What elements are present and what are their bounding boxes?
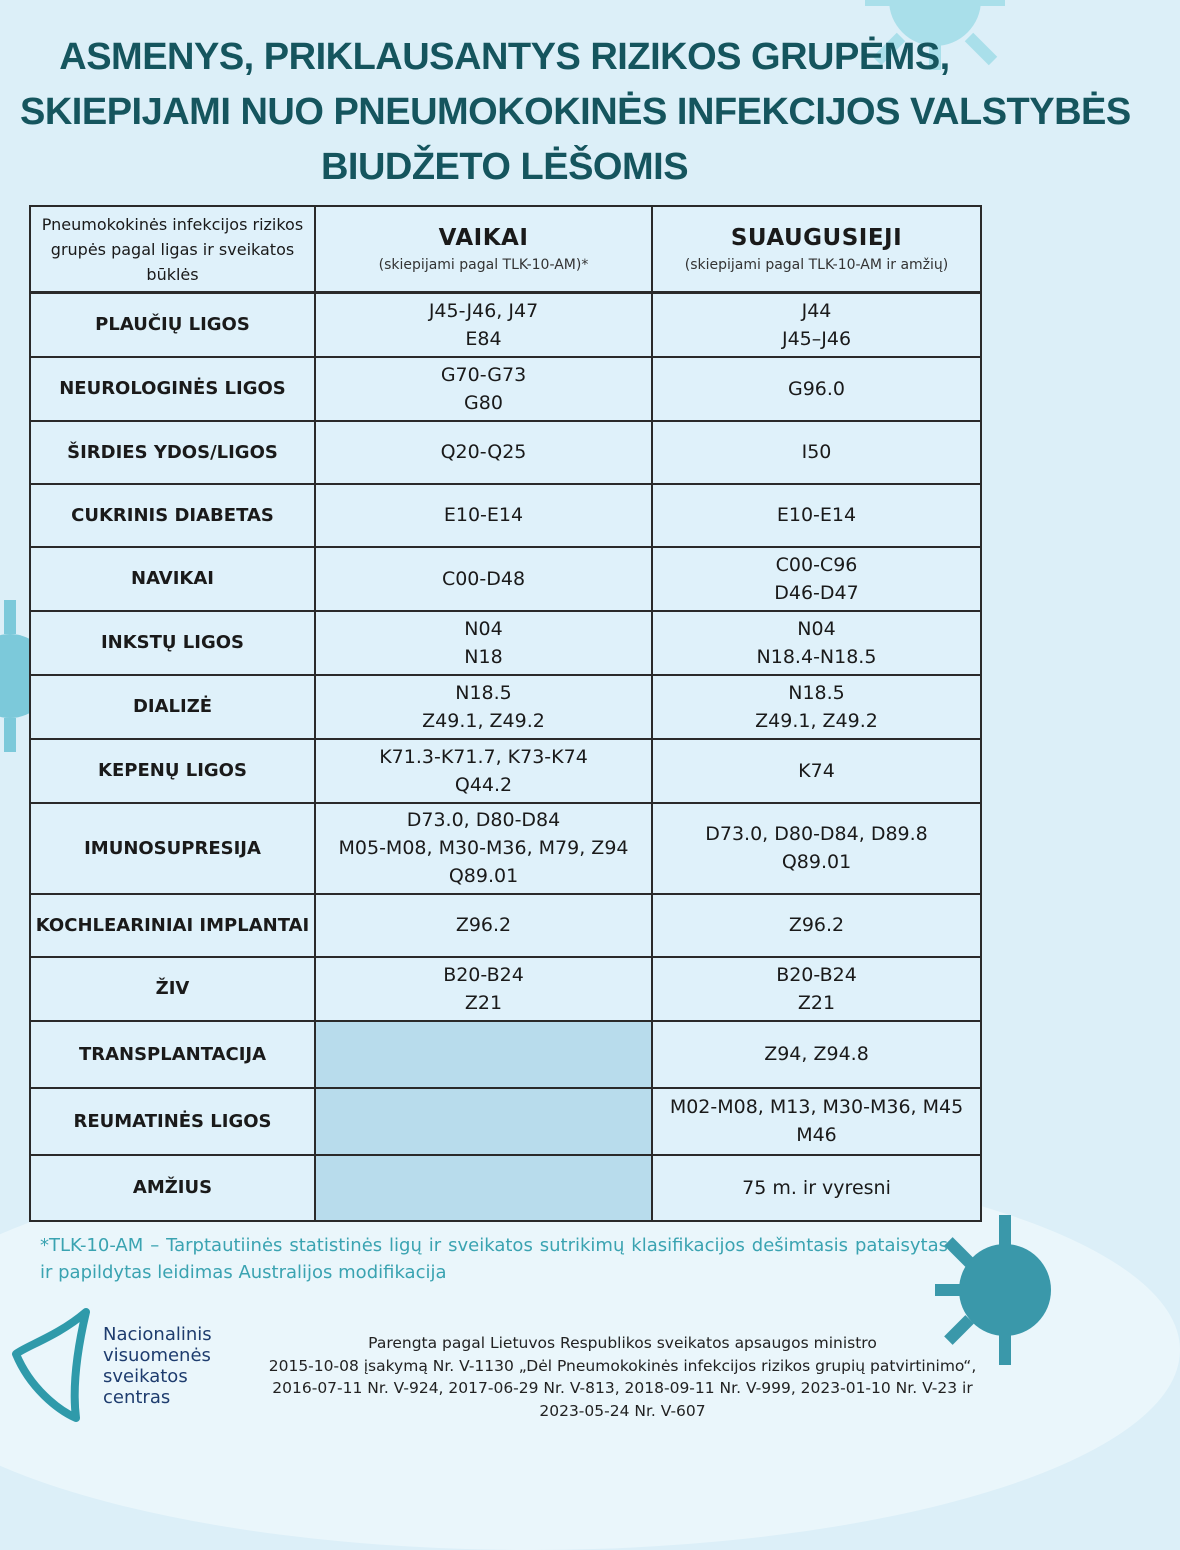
risk-category: ŠIRDIES YDOS/LIGOS <box>30 421 315 484</box>
organization-name <box>103 1324 212 1408</box>
source-line: 2023-05-24 Nr. V-607 <box>539 1401 706 1420</box>
table-row <box>30 293 981 357</box>
code-line: K71.3-K71.7, K73-K74 <box>379 745 588 768</box>
code-line: Z49.1, Z49.2 <box>755 709 878 732</box>
code-line: Z94, Z94.8 <box>764 1043 869 1065</box>
table-row <box>30 1155 981 1221</box>
code-line: Q44.2 <box>454 773 513 796</box>
children-codes-cell <box>315 894 652 957</box>
risk-category: NAVIKAI <box>30 547 315 611</box>
code-line: N04 <box>464 617 503 640</box>
children-not-applicable-cell <box>315 1088 652 1155</box>
table-row <box>30 357 981 421</box>
code-line: N04 <box>797 617 836 640</box>
org-line: centras <box>103 1387 171 1408</box>
children-codes-cell <box>315 803 652 894</box>
risk-category: NEUROLOGINĖS LIGOS <box>30 357 315 421</box>
code-line: Z21 <box>797 991 836 1014</box>
code-line: D46-D47 <box>774 581 859 604</box>
page-title <box>20 30 1131 195</box>
table-row <box>30 484 981 547</box>
source-line: Parengta pagal Lietuvos Respublikos sveikatos apsaugos ministro <box>368 1334 877 1352</box>
code-line: D73.0, D80-D84 <box>406 809 561 831</box>
risk-category: KEPENŲ LIGOS <box>30 739 315 803</box>
adults-codes-cell <box>652 1088 981 1155</box>
header-children-title: VAIKAI <box>438 225 529 251</box>
children-codes-cell <box>315 957 652 1021</box>
table-row <box>30 421 981 484</box>
risk-category: INKSTŲ LIGOS <box>30 611 315 675</box>
table-row <box>30 894 981 957</box>
footnote: *TLK-10-AM – Tarptautiinės statistinės ligų ir sveikatos sutrikimų klasifikacijos dešimtasis pataisytas ir papildytas leidimas Australijos modifikacija <box>40 1235 948 1283</box>
adults-codes-cell <box>652 357 981 421</box>
adults-codes-cell <box>652 611 981 675</box>
children-not-applicable-cell <box>315 1155 652 1221</box>
code-line: G96.0 <box>787 377 846 400</box>
code-line: M02-M08, M13, M30-M36, M45 <box>669 1096 964 1118</box>
children-codes-cell <box>315 547 652 611</box>
code-line: M46 <box>796 1124 837 1146</box>
org-line: Nacionalinis <box>103 1324 212 1345</box>
table-row <box>30 803 981 894</box>
code-line: N18 <box>464 645 503 668</box>
source-line: 2016-07-11 Nr. V-924, 2017-06-29 Nr. V-813, 2018-09-11 Nr. V-999, 2023-01-10 Nr. V-23 ir <box>272 1379 973 1397</box>
code-line: Z21 <box>464 991 503 1014</box>
code-line: B20-B24 <box>443 963 524 986</box>
table-body <box>30 293 981 1221</box>
code-line: E10-E14 <box>443 504 524 526</box>
code-line: Z96.2 <box>455 914 512 936</box>
table-row <box>30 739 981 803</box>
code-line: N18.4-N18.5 <box>756 645 877 668</box>
source-reference <box>245 1332 1000 1422</box>
table-header-row <box>30 206 981 293</box>
children-codes-cell <box>315 611 652 675</box>
children-codes-cell <box>315 484 652 547</box>
table-row <box>30 957 981 1021</box>
risk-category: CUKRINIS DIABETAS <box>30 484 315 547</box>
table-row <box>30 1021 981 1088</box>
code-line: C00-C96 <box>775 553 858 576</box>
code-line: N18.5 <box>788 681 845 704</box>
children-codes-cell <box>315 293 652 357</box>
header-adults-title: SUAUGUSIEJI <box>730 225 903 251</box>
code-line: G80 <box>464 391 503 414</box>
adults-codes-cell <box>652 421 981 484</box>
header-children <box>315 206 652 293</box>
title-line: SKIEPIJAMI NUO PNEUMOKOKINĖS INFEKCIJOS VALSTYBĖS <box>20 91 1131 133</box>
table-row <box>30 675 981 739</box>
children-not-applicable-cell <box>315 1021 652 1088</box>
children-codes-cell <box>315 421 652 484</box>
children-codes-cell <box>315 739 652 803</box>
adults-codes-cell <box>652 894 981 957</box>
code-line: Q20-Q25 <box>440 441 527 463</box>
code-line: J45–J46 <box>781 327 852 350</box>
org-line: sveikatos <box>103 1366 188 1387</box>
table-row <box>30 547 981 611</box>
children-codes-cell <box>315 357 652 421</box>
header-conditions <box>30 206 315 293</box>
risk-category: IMUNOSUPRESIJA <box>30 803 315 894</box>
source-line: 2015-10-08 įsakymą Nr. V-1130 „Dėl Pneumokokinės infekcijos rizikos grupių patvirtinimo“, <box>268 1356 977 1375</box>
risk-category: KOCHLEARINIAI IMPLANTAI <box>30 894 315 957</box>
risk-category: TRANSPLANTACIJA <box>30 1021 315 1088</box>
risk-category: DIALIZĖ <box>30 675 315 739</box>
header-conditions-label: Pneumokokinės infekcijos rizikos grupės pagal ligas ir sveikatos būklės <box>41 214 304 284</box>
code-line: M05-M08, M30-M36, M79, Z94 <box>338 837 629 859</box>
header-children-subtitle: (skiepijami pagal TLK-10-AM)* <box>378 257 589 273</box>
code-line: Z49.1, Z49.2 <box>422 709 545 732</box>
code-line: J44 <box>801 299 832 322</box>
code-line: I50 <box>801 441 832 463</box>
risk-category: ŽIV <box>30 957 315 1021</box>
children-codes-cell <box>315 675 652 739</box>
adults-codes-cell <box>652 1155 981 1221</box>
code-line: N18.5 <box>455 681 512 704</box>
adults-codes-cell <box>652 484 981 547</box>
code-line: Q89.01 <box>448 865 519 887</box>
title-line: BIUDŽETO LĖŠOMIS <box>320 146 689 188</box>
code-line: Q89.01 <box>781 851 852 873</box>
title-line: ASMENYS, PRIKLAUSANTYS RIZIKOS GRUPĖMS, <box>59 36 950 78</box>
adults-codes-cell <box>652 803 981 894</box>
table-row <box>30 611 981 675</box>
risk-groups-table <box>29 205 982 1222</box>
code-line: E10-E14 <box>776 504 857 526</box>
code-line: 75 m. ir vyresni <box>742 1176 891 1199</box>
code-line: C00-D48 <box>441 567 526 590</box>
header-adults <box>652 206 981 293</box>
code-line: G70-G73 <box>440 363 527 386</box>
code-line: E84 <box>465 327 502 350</box>
risk-category: PLAUČIŲ LIGOS <box>30 293 315 357</box>
adults-codes-cell <box>652 739 981 803</box>
risk-category: REUMATINĖS LIGOS <box>30 1088 315 1155</box>
code-line: Z96.2 <box>788 914 845 936</box>
table-row <box>30 1088 981 1155</box>
header-adults-subtitle: (skiepijami pagal TLK-10-AM ir amžių) <box>684 257 949 273</box>
code-line: D73.0, D80-D84, D89.8 <box>705 823 928 845</box>
nvsc-logo-icon <box>8 1306 98 1424</box>
adults-codes-cell <box>652 957 981 1021</box>
adults-codes-cell <box>652 293 981 357</box>
org-line: visuomenės <box>103 1345 211 1366</box>
adults-codes-cell <box>652 547 981 611</box>
adults-codes-cell <box>652 1021 981 1088</box>
code-line: B20-B24 <box>776 963 857 986</box>
risk-category: AMŽIUS <box>30 1155 315 1221</box>
code-line: J45-J46, J47 <box>428 299 539 322</box>
adults-codes-cell <box>652 675 981 739</box>
code-line: K74 <box>798 759 835 782</box>
